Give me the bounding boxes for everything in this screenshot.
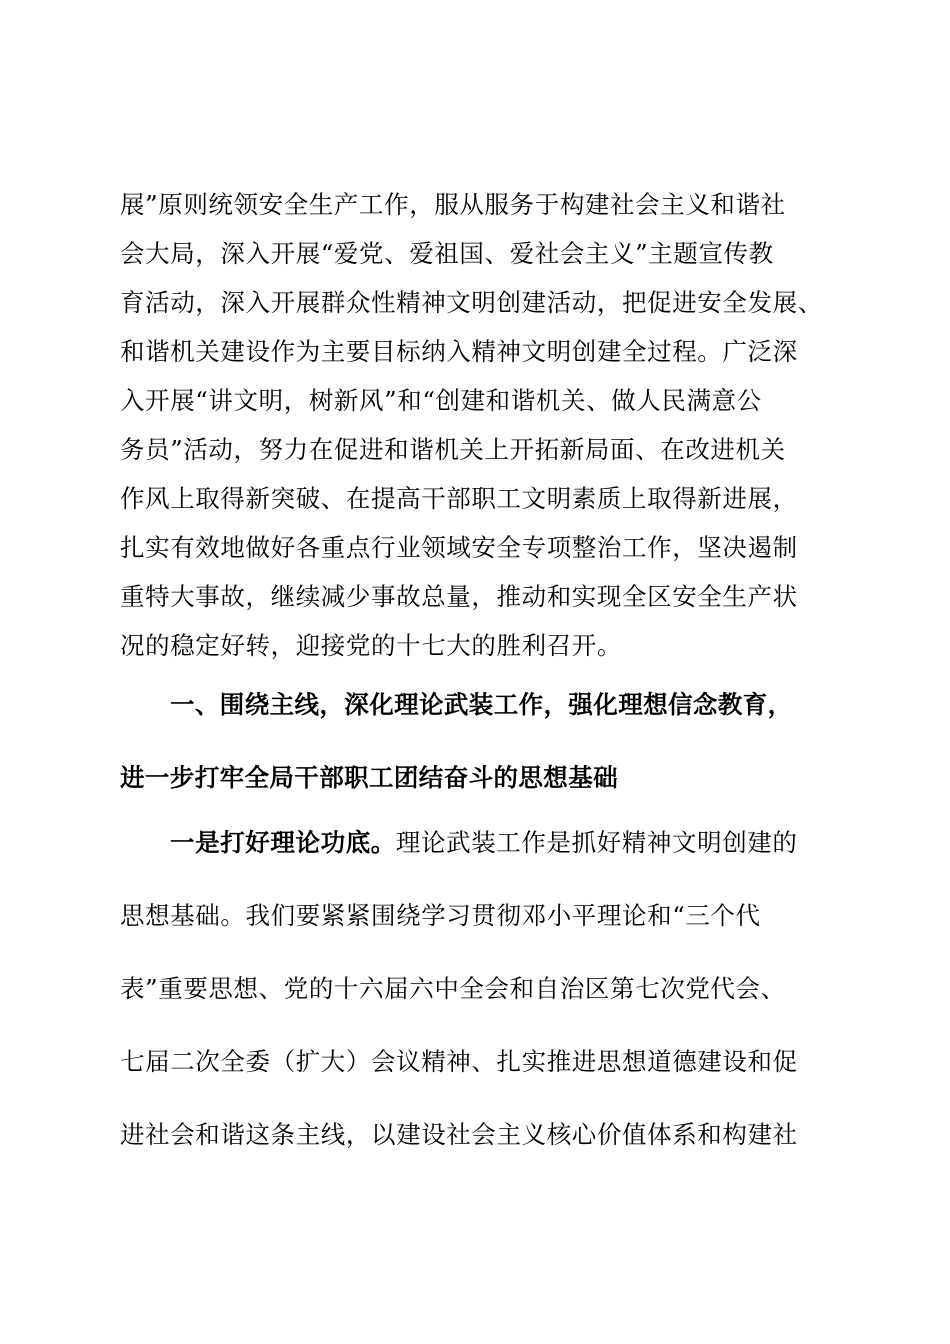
body-text-line: 况的稳定好转，迎接党的十七大的胜利召开。 [120,631,622,660]
body-text-line: 和谐机关建设作为主要目标纳入精神文明创建全过程。广泛深 [120,337,798,366]
body-text-line: 扎实有效地做好各重点行业领域安全专项整治工作，坚决遏制 [120,533,798,562]
point-one-first-line [170,826,850,860]
body-text-line: 进社会和谐这条主线，以建设社会主义核心价值体系和构建社 [120,1120,798,1149]
section-heading-line-2: 进一步打牢全局干部职工团结奋斗的思想基础 [120,763,618,792]
body-text-line: 表”重要思想、党的十六届六中全会和自治区第七次党代会、 [120,974,786,1003]
body-text-line: 展”原则统领安全生产工作，服从服务于构建社会主义和谐社 [120,190,786,219]
body-text-line: 会大局，深入开展“爱党、爱祖国、爱社会主义”主题宣传教 [120,239,774,268]
body-text-line: 思想基础。我们要紧紧围绕学习贯彻邓小平理论和“三个代 [120,901,761,930]
body-text-line: 务员”活动，努力在促进和谐机关上开拓新局面、在改进机关 [120,435,786,464]
point-one-lead: 一是打好理论功底。 [170,828,396,857]
body-text-line: 育活动，深入开展群众性精神文明创建活动，把促进安全发展、 [120,288,823,317]
body-text-line: 重特大事故，继续减少事故总量，推动和实现全区安全生产状 [120,582,798,611]
point-one-text: 理论武装工作是抓好精神文明创建的 [395,828,798,857]
body-text-line: 作风上取得新突破、在提高干部职工文明素质上取得新进展， [120,484,798,513]
body-text-line: 入开展“讲文明，树新风”和“创建和谐机关、做人民满意公 [120,386,762,415]
section-heading-line-1: 一、围绕主线，深化理论武装工作，强化理想信念教育， [170,690,793,719]
body-text-line: 七届二次全委（扩大）会议精神、扎实推进思想道德建设和促 [120,1047,798,1076]
